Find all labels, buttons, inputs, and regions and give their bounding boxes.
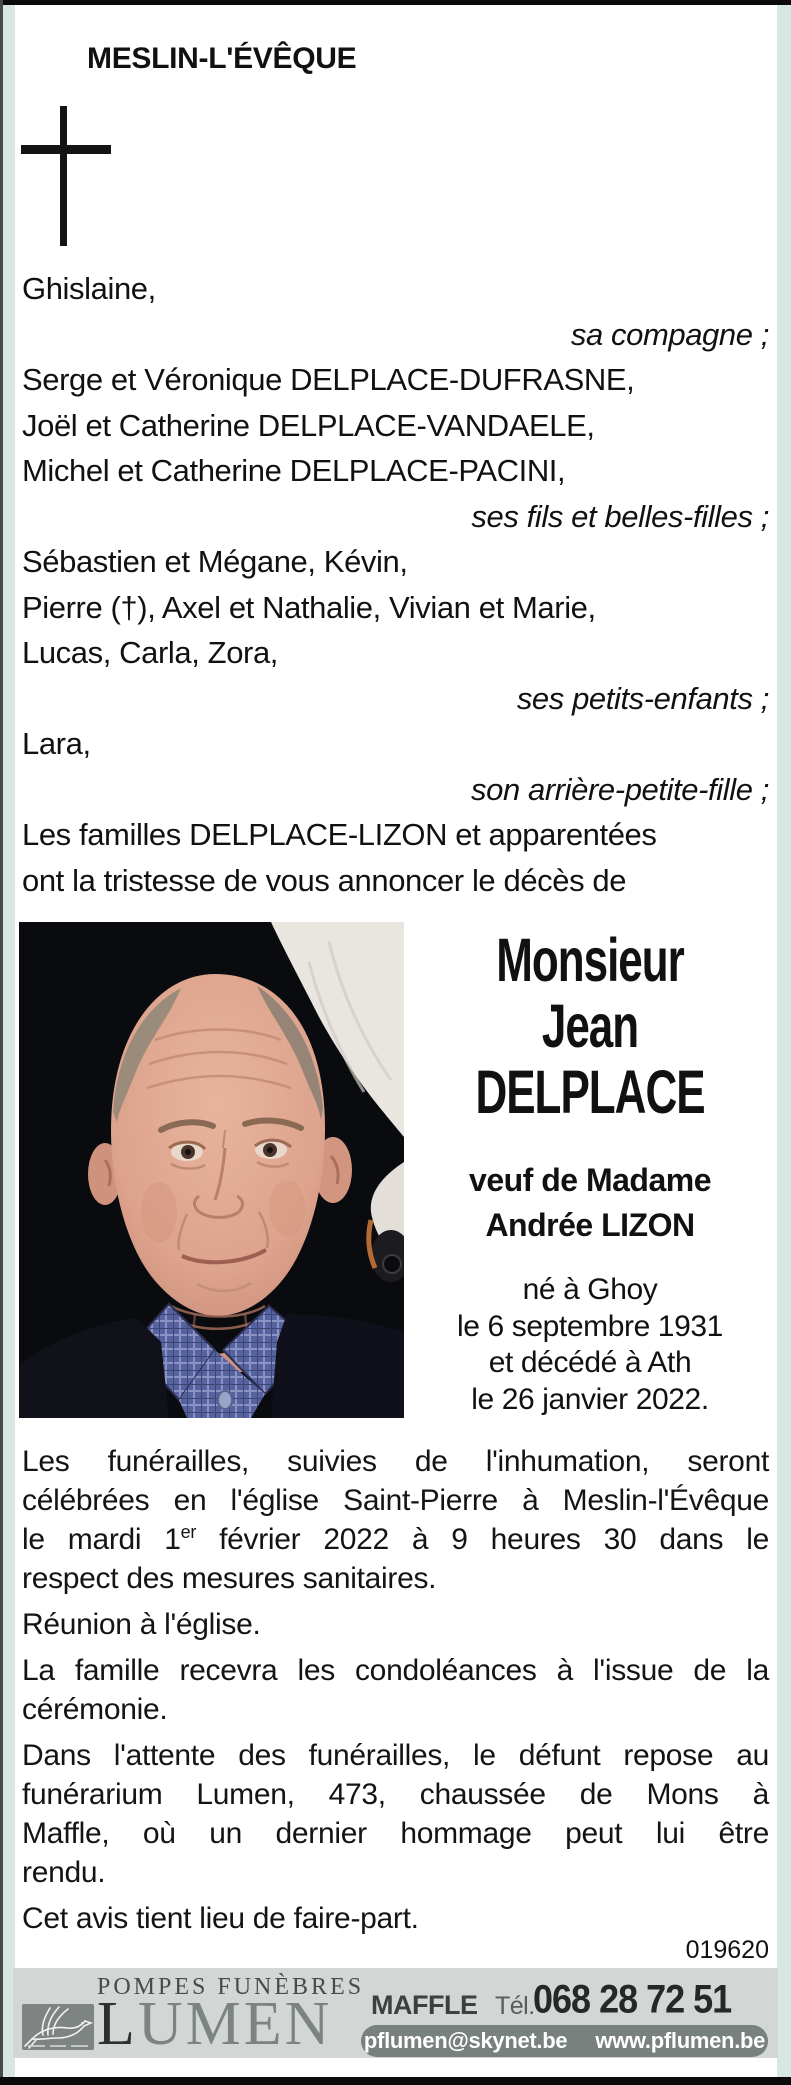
right-mint-stripe [777, 5, 791, 2077]
family-line: Les familles DELPLACE-LIZON et apparentées [22, 817, 657, 852]
footer-city: MAFFLE [371, 1990, 478, 2020]
announcement-line: rendu. [22, 1856, 106, 1889]
bottom-border [0, 2077, 791, 2085]
email-address: pflumen@skynet.be [363, 2028, 568, 2053]
family-line: Lucas, Carla, Zora, [22, 635, 279, 670]
deceased-last-name: DELPLACE [475, 1058, 705, 1127]
city-header: MESLIN-L'ÉVÊQUE [87, 42, 357, 75]
brand-name [97, 1974, 365, 2058]
widow-name: Andrée LIZON [485, 1207, 695, 1243]
brand-rest: UMEN [137, 1990, 333, 2058]
announcement-line-pre: le mardi 1 [22, 1523, 181, 1556]
widower-line: veuf de Madame [469, 1162, 711, 1198]
brand-initial: L [97, 1990, 138, 2058]
portrait-illustration [19, 922, 404, 1418]
reference-number: 019620 [685, 1936, 769, 1964]
announcement-text [22, 1442, 769, 1938]
funeral-home-logo [22, 2004, 94, 2050]
family-line: Serge et Véronique DELPLACE-DUFRASNE, [22, 362, 635, 397]
announcement-line: La famille recevra les condoléances à l'issue de la [22, 1654, 769, 1687]
family-relation-line: ses petits-enfants ; [516, 680, 769, 716]
left-mint-stripe [3, 5, 15, 2077]
top-border [0, 0, 791, 5]
widower-block [408, 1158, 772, 1248]
family-relation-line: son arrière-petite-fille ; [471, 771, 769, 807]
family-line: Michel et Catherine DELPLACE-PACINI, [22, 453, 566, 488]
announcement-line: Réunion à l'église. [22, 1608, 261, 1641]
deceased-title: Monsieur [496, 926, 684, 996]
birth-date: le 6 septembre 1931 [457, 1309, 723, 1343]
contact-pill [361, 2025, 768, 2057]
announcement-line: Maffle, où un dernier hommage peut lui être [22, 1817, 769, 1850]
family-line: Joël et Catherine DELPLACE-VANDAELE, [22, 407, 595, 443]
family-line: Ghislaine, [22, 271, 156, 306]
announcement-line: Les funérailles, suivies de l'inhumation, seront [22, 1445, 769, 1478]
announcement-line: respect des mesures sanitaires. [22, 1562, 437, 1595]
cross-horizontal-bar [21, 145, 111, 154]
family-line: Pierre (†), Axel et Nathalie, Vivian et Marie, [22, 589, 596, 625]
family-relation-line: sa compagne ; [570, 316, 769, 352]
announcement-line [22, 1520, 769, 1559]
death-date: le 26 janvier 2022. [471, 1382, 709, 1416]
cross-icon [21, 106, 111, 248]
logo-caption-marks [28, 2045, 88, 2047]
family-line: ont la tristesse de vous annoncer le décès de [22, 862, 627, 898]
phone-number: 068 28 72 51 [533, 1976, 732, 2022]
birth-death-block [408, 1272, 772, 1418]
announcement-line: Cet avis tient lieu de faire-part. [22, 1902, 419, 1935]
deceased-first-name: Jean [541, 992, 639, 1061]
funeral-home-footer [13, 1968, 778, 2058]
family-list [22, 266, 769, 903]
death-place: et décédé à Ath [488, 1346, 692, 1379]
announcement-line: Dans l'attente des funérailles, le défunt repose au [22, 1739, 769, 1772]
announcement-line: cérémonie. [22, 1693, 168, 1726]
brand-wordmark [97, 1990, 364, 2058]
birth-place: né à Ghoy [522, 1273, 658, 1306]
deceased-name-block [408, 928, 772, 1125]
family-line: Lara, [22, 726, 91, 761]
family-line: Sébastien et Mégane, Kévin, [22, 544, 408, 579]
announcement-line-post: février 2022 à 9 heures 30 dans le [196, 1523, 769, 1556]
website-url: www.pflumen.be [595, 2028, 766, 2053]
cross-vertical-bar [60, 106, 67, 246]
ordinal-superscript: er [180, 1522, 197, 1542]
dove-icon [22, 2004, 94, 2050]
announcement-line: funérarium Lumen, 473, chaussée de Mons à [22, 1778, 769, 1811]
announcement-line: célébrées en l'église Saint-Pierre à Meslin-l'Évêque [22, 1484, 769, 1517]
deceased-portrait-photo [19, 922, 404, 1418]
brand-tagline: POMPES FUNÈBRES [97, 1974, 365, 2000]
phone-label: Tél. [495, 1992, 535, 2020]
family-relation-line: ses fils et belles-filles ; [471, 498, 769, 534]
